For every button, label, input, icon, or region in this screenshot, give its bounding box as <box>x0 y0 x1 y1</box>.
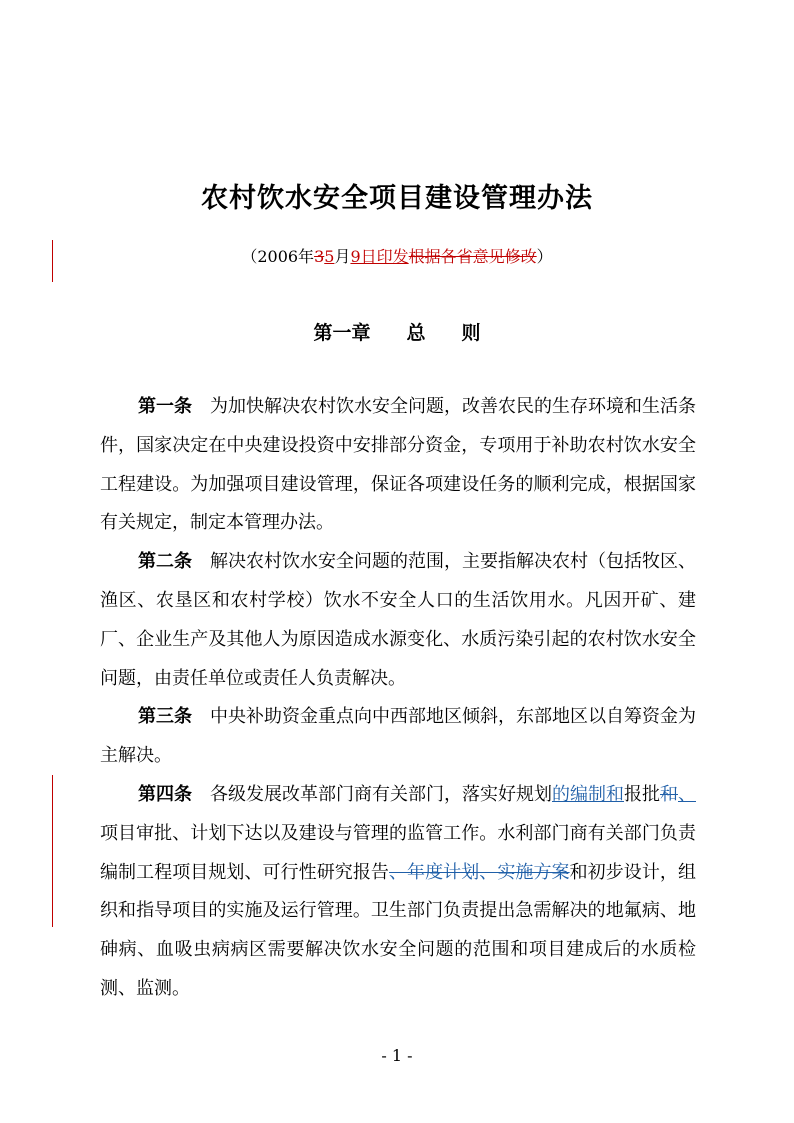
deleted-note: 根据各省意见修改 <box>408 247 537 266</box>
deleted-month: 3 <box>314 247 325 266</box>
inserted-text: 、 <box>678 783 696 805</box>
article-2 <box>100 543 696 698</box>
revision-bar <box>52 775 53 927</box>
article-3 <box>100 698 696 776</box>
subtitle-month: 月 <box>334 247 351 266</box>
article-text: 报批 <box>624 783 660 805</box>
subtitle-close: ） <box>536 247 553 266</box>
document-title: 农村饮水安全项目建设管理办法 <box>201 183 593 214</box>
article-text: 各级发展改革部门商有关部门，落实好规划 <box>210 783 552 805</box>
document-subtitle <box>0 244 794 267</box>
article-text: 解决农村饮水安全问题的范围，主要指解决农村（包括牧区、渔区、农垦区和农村学校）饮水不安全人口的生活饮用水。凡因开矿、建厂、企业生产及其他人为原因造成水源变化、水质污染引起的农村饮水安全问题，由责任单位或责任人负责解决。 <box>100 551 696 689</box>
chapter-word-1: 总 <box>406 322 426 344</box>
inserted-day: 9日印发 <box>350 247 409 266</box>
article-label: 第四条 <box>138 783 192 805</box>
article-label: 第二条 <box>138 551 192 573</box>
article-4 <box>100 776 696 1009</box>
page-number: - 1 - <box>381 1046 413 1065</box>
inserted-month: 5 <box>324 247 335 266</box>
article-1 <box>100 388 696 543</box>
chapter-word-2: 则 <box>461 322 481 344</box>
inserted-text: 的编制和 <box>552 783 624 805</box>
subtitle-open: （2006年 <box>241 247 315 266</box>
article-label: 第一条 <box>138 396 192 417</box>
article-text: 和初步设计，组织和指导项目的实施及运行管理。卫生部门负责提出急需解决的地氟病、地砷病、血吸虫病病区需要解决饮水安全问题的范围和项目建成后的水质检测、监测。 <box>100 861 696 999</box>
chapter-heading <box>0 318 794 345</box>
deleted-text: 、年度计划、实施方案 <box>389 861 570 883</box>
deleted-text: 和 <box>660 783 678 805</box>
document-body <box>100 388 696 1009</box>
article-text: 中央补助资金重点向中西部地区倾斜，东部地区以自筹资金为主解决。 <box>100 706 696 767</box>
article-text: 为加快解决农村饮水安全问题，改善农民的生存环境和生活条件，国家决定在中央建设投资中安排部分资金，专项用于补助农村饮水安全工程建设。为加强项目建设管理，保证各项建设任务的顺利完成，根据国家有关规定，制定本管理办法。 <box>100 396 696 534</box>
article-text: 项目审批、计划下达以及建设与管理的监管工作。水利部门商有关部门负责编制工程项目规划、可行性研究报告 <box>100 822 696 883</box>
chapter-number: 第一章 <box>313 322 371 344</box>
article-label: 第三条 <box>138 706 192 728</box>
